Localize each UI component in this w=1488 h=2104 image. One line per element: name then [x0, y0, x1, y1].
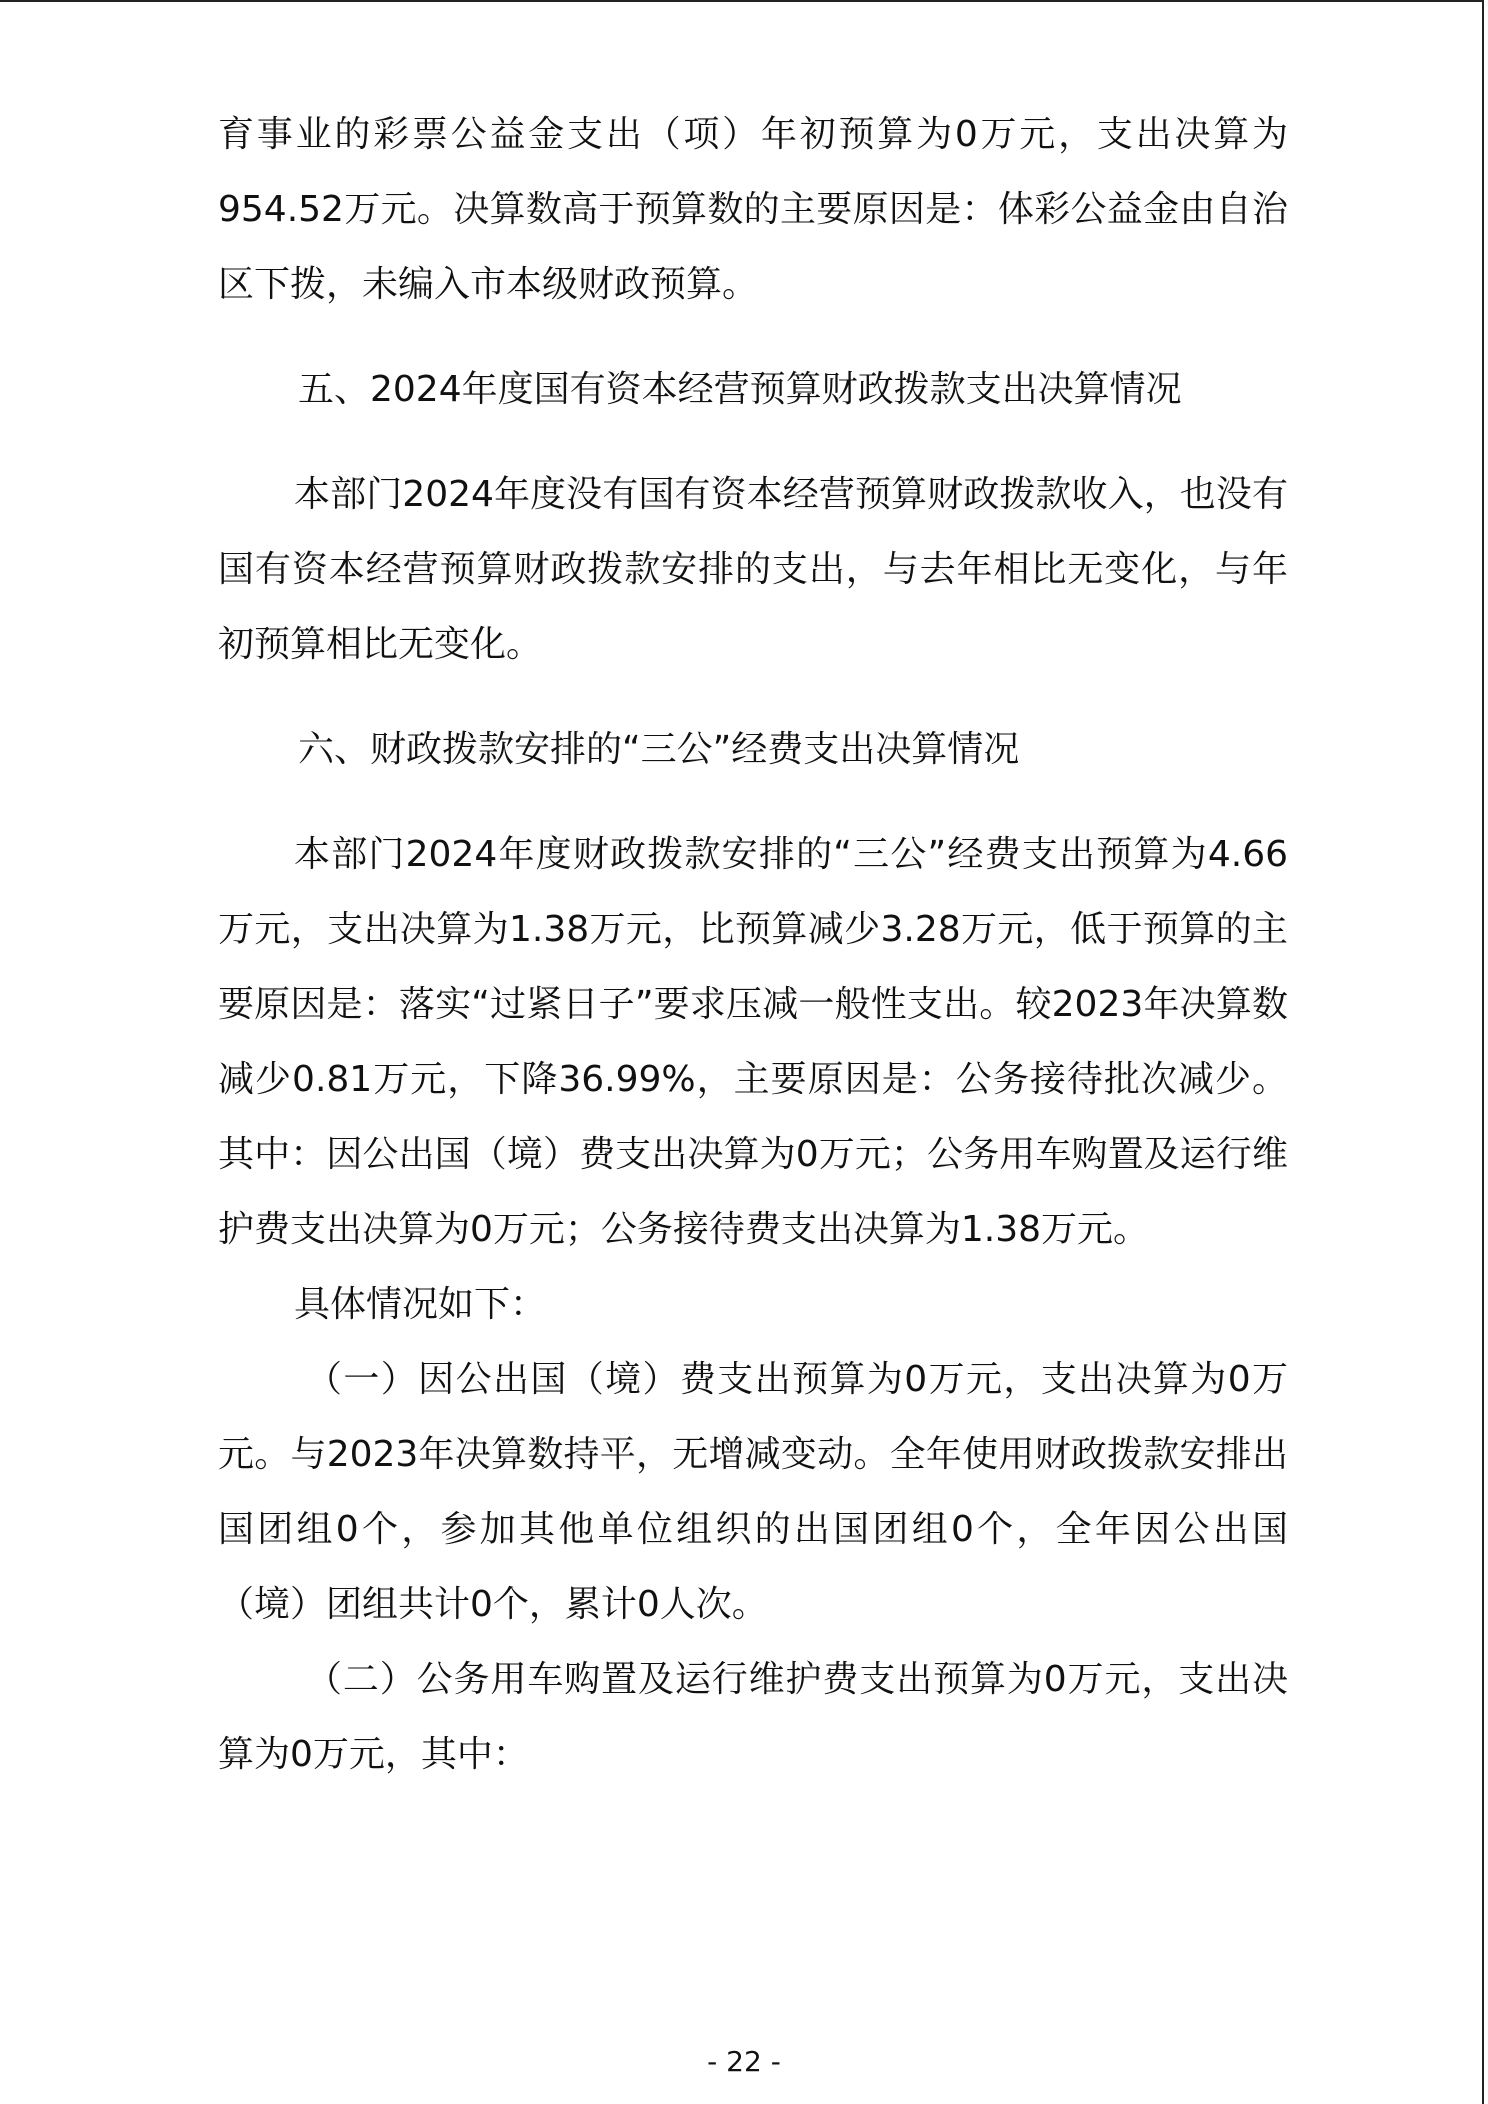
paragraph-details-intro: 具体情况如下：: [294, 1284, 547, 1325]
spacer: [218, 682, 1288, 712]
spacer: [218, 322, 1288, 352]
paragraph-official-vehicles: （二）公务用车购置及运行维护费支出预算为0万元，支出决算为0万元，其中：: [218, 1659, 1288, 1775]
spacer: [218, 787, 1288, 817]
page-number: - 22 -: [707, 2045, 781, 2078]
section-heading-6: 六、财政拨款安排的“三公”经费支出决算情况: [298, 729, 1020, 770]
paragraph-overseas-travel: （一）因公出国（境）费支出预算为0万元，支出决算为0万元。与2023年决算数持平，无增减变动。全年使用财政拨款安排出国团组0个，参加其他单位组织的出国团组0个，全年因公出国（境）团组共计0个，累计0人次。: [218, 1359, 1288, 1625]
paragraph-lottery-fund: 育事业的彩票公益金支出（项）年初预算为0万元，支出决算为954.52万元。决算数高于预算数的主要原因是：体彩公益金由自治区下拨，未编入市本级财政预算。: [218, 114, 1288, 305]
paragraph-three-public-expenses: 本部门2024年度财政拨款安排的“三公”经费支出预算为4.66万元，支出决算为1.38万元，比预算减少3.28万元，低于预算的主要原因是：落实“过紧日子”要求压减一般性支出。较2023年决算数减少0.81万元，下降36.99%，主要原因是：公务接待批次减少。其中：因公出国（境）费支出决算为0万元；公务用车购置及运行维护费支出决算为0万元；公务接待费支出决算为1.38万元。: [218, 834, 1288, 1250]
spacer: [218, 427, 1288, 457]
paragraph-state-capital: 本部门2024年度没有国有资本经营预算财政拨款收入，也没有国有资本经营预算财政拨款安排的支出，与去年相比无变化，与年初预算相比无变化。: [218, 474, 1288, 665]
section-heading-5: 五、2024年度国有资本经营预算财政拨款支出决算情况: [298, 369, 1182, 410]
document-body: [218, 97, 1288, 1792]
